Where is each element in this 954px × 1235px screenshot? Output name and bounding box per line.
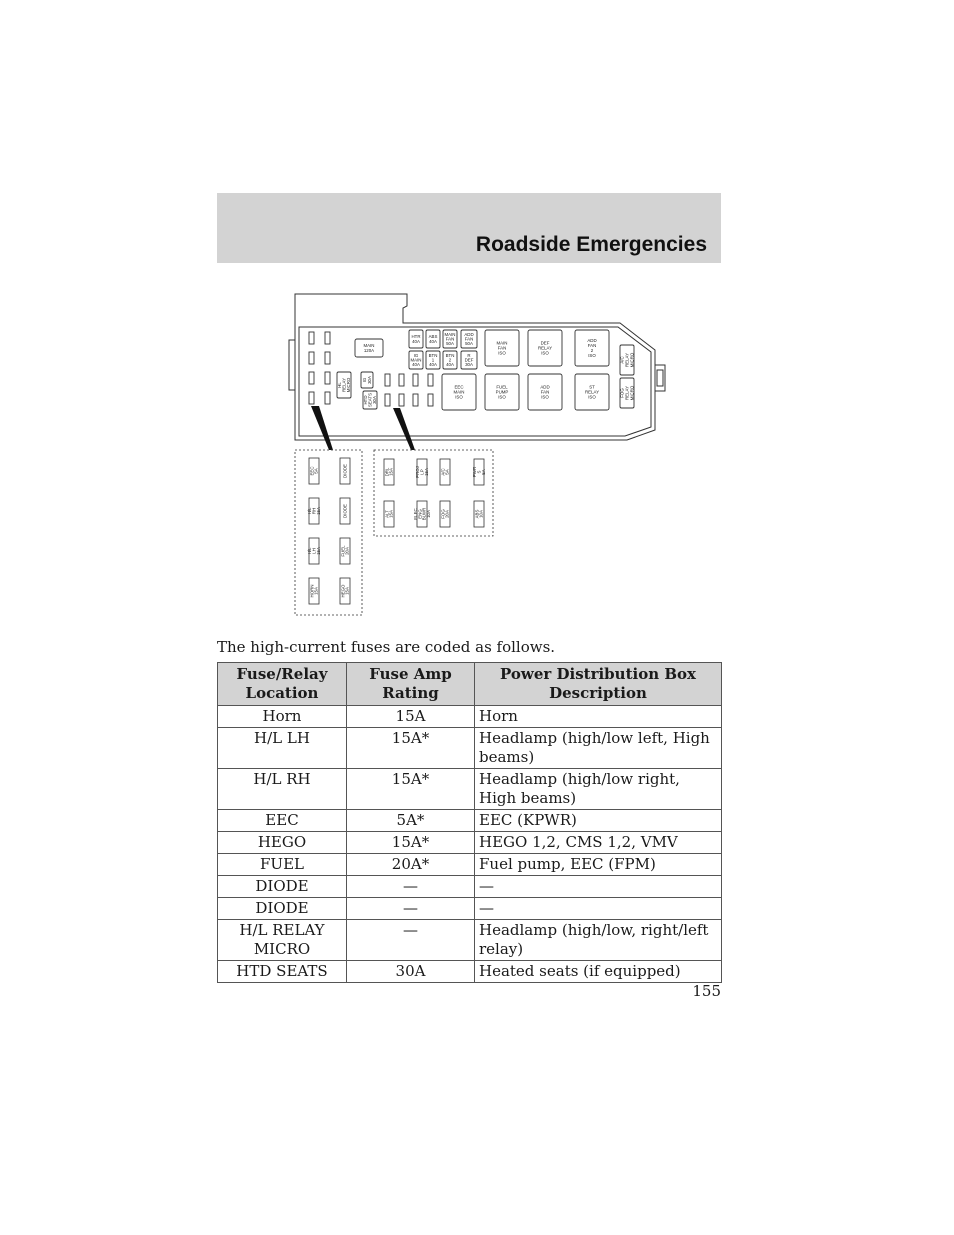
- column-header-description: Power Distribution Box Description: [475, 663, 722, 706]
- cell-description: Headlamp (high/low right, High beams): [475, 769, 722, 810]
- fuse-label: DIODE: [342, 504, 348, 518]
- cell-rating: 15A*: [347, 832, 475, 854]
- cell-rating: —: [347, 898, 475, 920]
- table-row: [218, 898, 722, 920]
- fuse-label: BTN 1 40A: [428, 352, 438, 368]
- fuse-label: HORN15A: [309, 584, 319, 598]
- table-row: [218, 706, 722, 728]
- cell-description: Headlamp (high/low, right/left relay): [475, 920, 722, 961]
- cell-description: —: [475, 898, 722, 920]
- cell-rating: 5A*: [347, 810, 475, 832]
- cell-description: Heated seats (if equipped): [475, 961, 722, 983]
- cell-description: EEC (KPWR): [475, 810, 722, 832]
- table-row: [218, 728, 722, 769]
- fuse-label: FUEL20A: [340, 545, 350, 557]
- fuse-label: FUEL PUMP ISO: [495, 384, 509, 400]
- cell-location: H/L RELAY MICRO: [218, 920, 347, 961]
- cell-description: HEGO 1,2, CMS 1,2, VMV: [475, 832, 722, 854]
- fuse-label: MAIN 120A: [363, 343, 375, 353]
- section-banner: [217, 193, 721, 263]
- intro-text: The high-current fuses are coded as follows.: [217, 638, 556, 656]
- fuse-label: IG30A: [362, 376, 372, 384]
- table-row: [218, 961, 722, 983]
- cell-location: EEC: [218, 810, 347, 832]
- cell-description: Fuel pump, EEC (FPM): [475, 854, 722, 876]
- cell-description: —: [475, 876, 722, 898]
- fuse-label: PROJLP15A: [415, 466, 429, 478]
- cell-rating: —: [347, 920, 475, 961]
- fuse-label: H/LRH15A: [307, 507, 321, 515]
- fuse-label: DIODE: [342, 464, 348, 478]
- fuse-label: A/CRELAYMICRO: [619, 352, 635, 368]
- fuse-label: FOGRELAYMICRO: [619, 385, 635, 401]
- fuse-label: HTR 40A: [411, 334, 421, 344]
- fuse-label: A/C5A: [440, 468, 450, 476]
- fuse-label: HEGO15A: [340, 584, 350, 598]
- column-header-rating: Fuse Amp Rating: [347, 663, 475, 706]
- cell-rating: 20A*: [347, 854, 475, 876]
- fuse-label: R DEF 30A: [464, 352, 474, 368]
- fuse-label: H/LLH15A: [307, 547, 321, 555]
- fuse-label: ALT15A: [384, 510, 394, 518]
- table-row: [218, 810, 722, 832]
- fuse-label: ABS 40A: [428, 334, 438, 344]
- cell-rating: 15A*: [347, 728, 475, 769]
- fuse-label: MAIN FAN 50A: [444, 331, 456, 347]
- cell-rating: 15A: [347, 706, 475, 728]
- fuse-label: BTN 2 40A: [445, 352, 455, 368]
- fuse-box-diagram: [285, 290, 675, 620]
- fuse-label: ADD FAN 2 ISO: [587, 338, 597, 358]
- fuse-table: [217, 662, 722, 983]
- cell-description: Horn: [475, 706, 722, 728]
- fuse-label: EEC5A: [309, 466, 319, 476]
- table-row: [218, 920, 722, 961]
- fuse-label: PWRS5A: [472, 466, 486, 478]
- fuse-label: ADD FAN 50A: [464, 331, 474, 347]
- fuse-label: ADD FAN ISO: [540, 384, 550, 400]
- cell-location: DIODE: [218, 876, 347, 898]
- cell-location: DIODE: [218, 898, 347, 920]
- page-number: 155: [692, 982, 721, 1000]
- table-row: [218, 854, 722, 876]
- fuse-label: HLRELAYMICRO: [336, 377, 352, 393]
- column-header-location: Fuse/Relay Location: [218, 663, 347, 706]
- mini-fuse-callouts: [307, 458, 486, 604]
- fuse-label: DEF RELAY ISO: [537, 340, 553, 356]
- table-row: [218, 832, 722, 854]
- section-title: Roadside Emergencies: [475, 233, 707, 256]
- table-row: [218, 769, 722, 810]
- cell-location: Horn: [218, 706, 347, 728]
- fuse-label: IG MAIN 40A: [410, 352, 422, 368]
- cell-location: FUEL: [218, 854, 347, 876]
- cell-description: Headlamp (high/low left, High beams): [475, 728, 722, 769]
- cell-location: HEGO: [218, 832, 347, 854]
- cell-location: H/L LH: [218, 728, 347, 769]
- cell-rating: 15A*: [347, 769, 475, 810]
- table-header-row: [218, 663, 722, 706]
- fuse-label: ELECENGBLWR10A: [412, 507, 432, 521]
- fuse-label: HTDSEATS30A: [362, 392, 378, 408]
- fuse-label: EEC MAIN ISO: [453, 384, 465, 400]
- fuse-label: DRL15A: [384, 467, 394, 477]
- fuse-label: ABS10A: [474, 509, 484, 519]
- table-row: [218, 876, 722, 898]
- fuse-label: ST RELAY ISO: [584, 384, 600, 400]
- cell-rating: 30A: [347, 961, 475, 983]
- fuse-label: FOG20A: [440, 509, 450, 519]
- cell-rating: —: [347, 876, 475, 898]
- cell-location: H/L RH: [218, 769, 347, 810]
- fuse-label: MAIN FAN ISO: [496, 340, 508, 356]
- cell-location: HTD SEATS: [218, 961, 347, 983]
